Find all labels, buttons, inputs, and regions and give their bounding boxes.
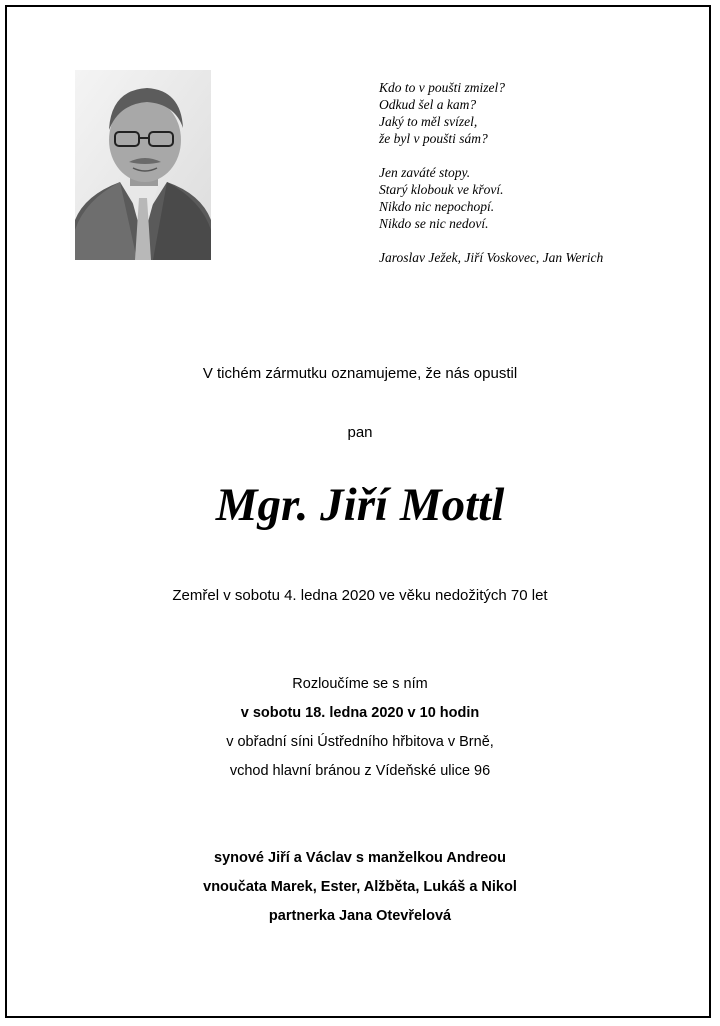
poem-stanza <box>379 164 679 232</box>
mourners-line: vnoučata Marek, Ester, Alžběta, Lukáš a Nikol <box>203 879 517 895</box>
poem-line: Odkud šel a kam? <box>379 97 477 112</box>
poem-line: že byl v poušti sám? <box>379 131 488 146</box>
mourners-line: partnerka Jana Otevřelová <box>268 908 452 924</box>
funeral-place: v obřadní síni Ústředního hřbitova v Brně, <box>226 734 494 750</box>
funeral-line-1: Rozloučíme se s ním <box>292 676 428 692</box>
portrait-photo <box>75 70 211 260</box>
poem-line: Nikdo se nic nedoví. <box>379 216 489 231</box>
poem-block <box>379 79 679 266</box>
mourners-line: synové Jiří a Václav s manželkou Andreou <box>214 850 506 866</box>
announcement-intro: V tichém zármutku oznamujeme, že nás opustil <box>202 365 518 382</box>
death-note: Zemřel v sobotu 4. ledna 2020 ve věku nedožitých 70 let <box>172 587 548 604</box>
deceased-name: Mgr. Jiří Mottl <box>215 479 505 531</box>
honorific: pan <box>347 424 373 441</box>
poem-line: Jaký to měl svízel, <box>379 114 478 129</box>
poem-line: Kdo to v poušti zmizel? <box>379 80 506 95</box>
poem-line: Starý klobouk ve křoví. <box>379 182 504 197</box>
funeral-date: v sobotu 18. ledna 2020 v 10 hodin <box>240 705 480 721</box>
poem-authors: Jaroslav Ježek, Jiří Voskovec, Jan Werich <box>379 250 604 265</box>
poem-stanza <box>379 79 679 147</box>
poem-line: Jen zaváté stopy. <box>379 165 471 180</box>
poem-line: Nikdo nic nepochopí. <box>379 199 495 214</box>
funeral-entrance: vchod hlavní bránou z Vídeňské ulice 96 <box>229 763 491 779</box>
